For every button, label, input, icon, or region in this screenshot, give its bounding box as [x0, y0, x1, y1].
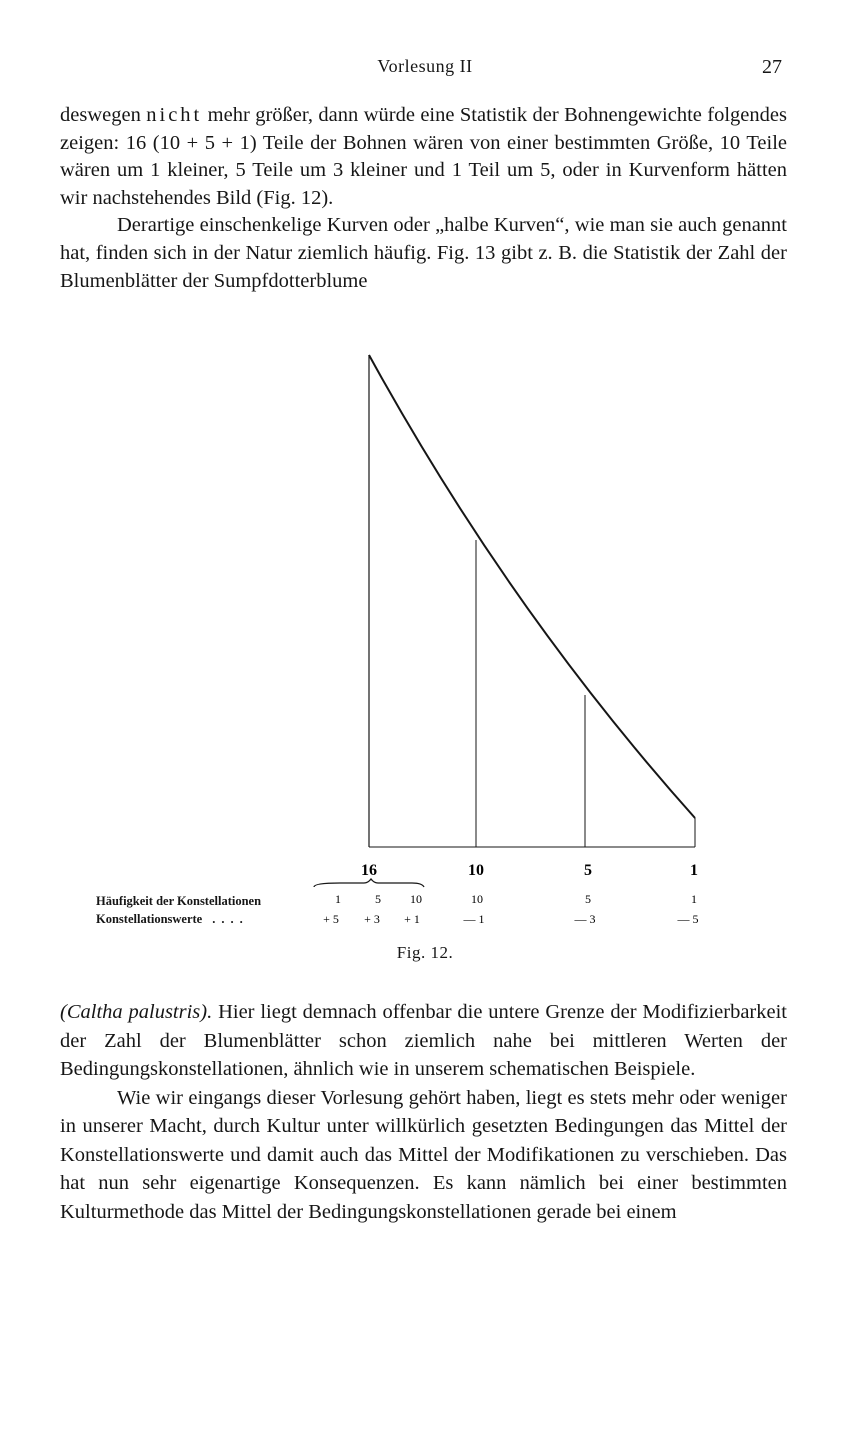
value-entry: + 3	[364, 912, 380, 926]
frequency-entry: 10	[410, 892, 422, 906]
bar-label-10: 10	[468, 862, 484, 879]
bar-labels	[361, 862, 698, 879]
value-entry: + 1	[404, 912, 420, 926]
running-title: Vorlesung II	[377, 56, 473, 76]
paragraph-1-start: deswegen	[60, 104, 147, 126]
page-header	[60, 56, 790, 84]
frequency-entry: 1	[335, 892, 341, 906]
figure-12	[0, 340, 850, 980]
emphasized-word: nicht	[146, 104, 203, 126]
frequency-curve	[369, 355, 695, 818]
value-entry: — 1	[463, 912, 485, 926]
value-entry: — 3	[574, 912, 596, 926]
figure-plot	[0, 340, 850, 940]
plot-lines	[369, 355, 695, 847]
paragraph-2: Derartige einschenkelige Kurven oder „halbe Kurven“, wie man sie auch genannt hat, finden sich in der Natur ziemlich häufig. Fig. 13 gibt z. B. die Statistik der Zahl der Blumenblätter der Sumpfdotterblume	[60, 214, 787, 292]
paragraph-3-rest: Hier liegt demnach offenbar die untere Grenze der Modifizierbarkeit der Zahl der Blumenblätter schon ziemlich nahe bei mittleren Werten der Bedingungskonstellationen, ähnlich wie in unserem schematischen Beispiele.	[60, 1001, 787, 1080]
frequency-entry: 10	[471, 892, 483, 906]
leader-dots: ....	[212, 912, 249, 926]
paragraph-1	[60, 102, 787, 212]
text-block-bottom	[60, 998, 787, 1226]
paragraph-3	[60, 998, 787, 1084]
bar-label-5: 5	[584, 862, 592, 879]
paragraph-4: Wie wir eingangs dieser Vorlesung gehört haben, liegt es stets mehr oder weniger in unserer Macht, durch Kultur unter willkürlich gesetzten Bedingungen das Mittel der Konstellationswerte und damit auch das Mittel der Modifikationen zu verschieben. Das hat nun sehr eigenartige Konsequenzen. Es kann nämlich bei einer bestimmten Kulturmethode das Mittel der Bedingungskonstellationen gerade bei einem	[60, 1086, 787, 1223]
value-entry: — 5	[677, 912, 699, 926]
row-label-values-text: Konstellationswerte	[96, 912, 203, 926]
row-label-values	[96, 912, 249, 927]
page-number: 27	[762, 56, 782, 78]
value-entry: + 5	[323, 912, 339, 926]
frequency-entry: 1	[691, 892, 697, 906]
frequency-entry: 5	[585, 892, 591, 906]
grouping-brace	[314, 879, 424, 887]
paragraph-1-rest: mehr größer, dann würde eine Statistik der Bohnengewichte folgendes zeigen: 16 (10 + 5 + 1) Teile der Bohnen wären von einer bestimmten Größe, 10 Teile wären um 1 kleiner, 5 Teile um 3 kleiner und 1 Teil um 5, oder in Kurvenform hätten wir nachstehendes Bild (Fig. 12).	[60, 104, 787, 209]
frequency-entry: 5	[375, 892, 381, 906]
row-label-frequency: Häufigkeit der Konstellationen	[96, 894, 262, 908]
values-row	[323, 912, 698, 926]
species-name: (Caltha palustris).	[60, 1001, 213, 1023]
bar-label-1: 1	[690, 862, 698, 879]
text-block-top	[60, 102, 787, 295]
frequency-row	[335, 892, 697, 906]
figure-caption: Fig. 12.	[396, 943, 454, 962]
bar-label-16: 16	[361, 862, 377, 879]
